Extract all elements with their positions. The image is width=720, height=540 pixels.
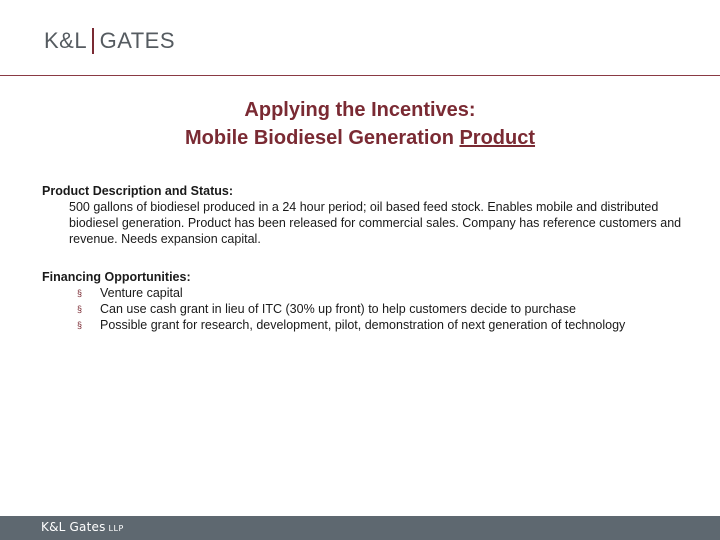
slide-content — [42, 183, 682, 333]
logo-separator — [92, 28, 94, 54]
title-line-1: Applying the Incentives: — [244, 99, 476, 121]
slide-title — [0, 96, 720, 152]
financing-list — [42, 285, 682, 333]
title-line-2-underlined: Product — [459, 127, 536, 149]
list-item-text: Venture capital — [100, 286, 183, 300]
product-heading: Product Description and Status: — [42, 184, 233, 198]
footer-bar — [0, 516, 720, 540]
header-divider — [0, 75, 720, 76]
list-item — [42, 285, 682, 301]
section-bullet-icon: § — [77, 288, 83, 298]
footer-firm: K&L Gates — [41, 520, 106, 534]
list-item-text: Can use cash grant in lieu of ITC (30% up front) to help customers decide to purchase — [100, 302, 576, 316]
footer-firm-name — [41, 520, 124, 534]
list-item — [42, 301, 682, 317]
list-item-text: Possible grant for research, development, pilot, demonstration of next generation of technology — [100, 318, 626, 332]
list-item — [42, 317, 682, 333]
section-bullet-icon: § — [77, 304, 83, 314]
logo-text-left: K&L — [44, 28, 88, 53]
title-line-2-prefix: Mobile Biodiesel Generation — [184, 127, 460, 149]
financing-heading: Financing Opportunities: — [42, 270, 191, 284]
title-line-2 — [0, 124, 720, 152]
footer-llp: LLP — [108, 524, 124, 533]
logo-text-right: GATES — [99, 28, 176, 53]
financing-section — [42, 269, 682, 333]
firm-logo — [44, 28, 175, 54]
product-description: 500 gallons of biodiesel produced in a 24 hour period; oil based feed stock. Enables mobile and distributed biodiesel generation. Product has been released for commercial sales. Company has reference customers and revenue. Needs expansion capital. — [69, 200, 682, 246]
product-section — [42, 183, 682, 247]
section-bullet-icon: § — [77, 320, 83, 330]
